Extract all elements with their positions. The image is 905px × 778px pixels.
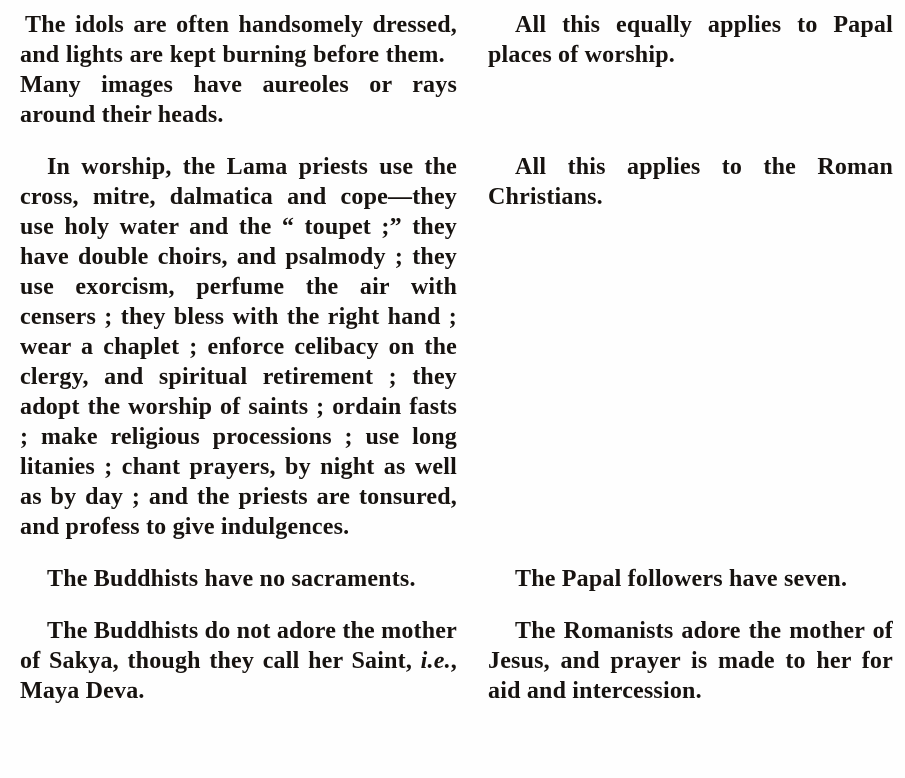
right-column-row-2 [488, 152, 893, 212]
right-column-row-3 [488, 564, 893, 594]
maya-deva-text-segment: The Buddhists do not adore the mother of Sakya, though they call her Saint, [20, 618, 457, 674]
left-paragraph-lama-worship: In worship, the Lama priests use the cross, mitre, dalmatica and cope—they use holy water and the “ toupet ;” they have double choirs, and psalmody ; they use exorcism, perfume the air with censers ; they bless with the right hand ; wear a chaplet ; enforce celibacy on the clergy, and spiritual retirement ; they adopt the worship of saints ; ordain fasts ; make religious processions ; use long litanies ; chant prayers, by night as well as by day ; and the priests are tonsured, and profess to give indulgences. [20, 154, 457, 540]
right-column-row-4 [488, 616, 893, 706]
right-column-row-1 [488, 10, 893, 70]
left-column-row-3 [20, 564, 457, 594]
left-paragraph-idols: The idols are often handsomely dressed, and lights are kept burning before them. Many images have aureoles or rays around their heads. [20, 12, 457, 128]
right-paragraph-roman-christians: All this applies to the Roman Christians. [488, 154, 893, 210]
left-column-row-1 [20, 10, 457, 130]
left-column-row-2 [20, 152, 457, 542]
maya-deva-text-segment-end: , Maya Deva. [20, 648, 457, 704]
right-paragraph-papal-places: All this equally applies to Papal places of worship. [488, 12, 893, 68]
right-paragraph-seven-sacraments: The Papal followers have seven. [515, 566, 848, 592]
left-column-row-4 [20, 616, 457, 706]
left-paragraph-maya-deva [20, 616, 457, 706]
left-paragraph-no-sacraments: The Buddhists have no sacraments. [47, 566, 416, 592]
right-paragraph-romanists-mother: The Romanists adore the mother of Jesus, and prayer is made to her for aid and intercession. [488, 618, 893, 704]
two-column-layout [20, 10, 893, 706]
maya-deva-italic-ie: i.e. [420, 648, 451, 674]
